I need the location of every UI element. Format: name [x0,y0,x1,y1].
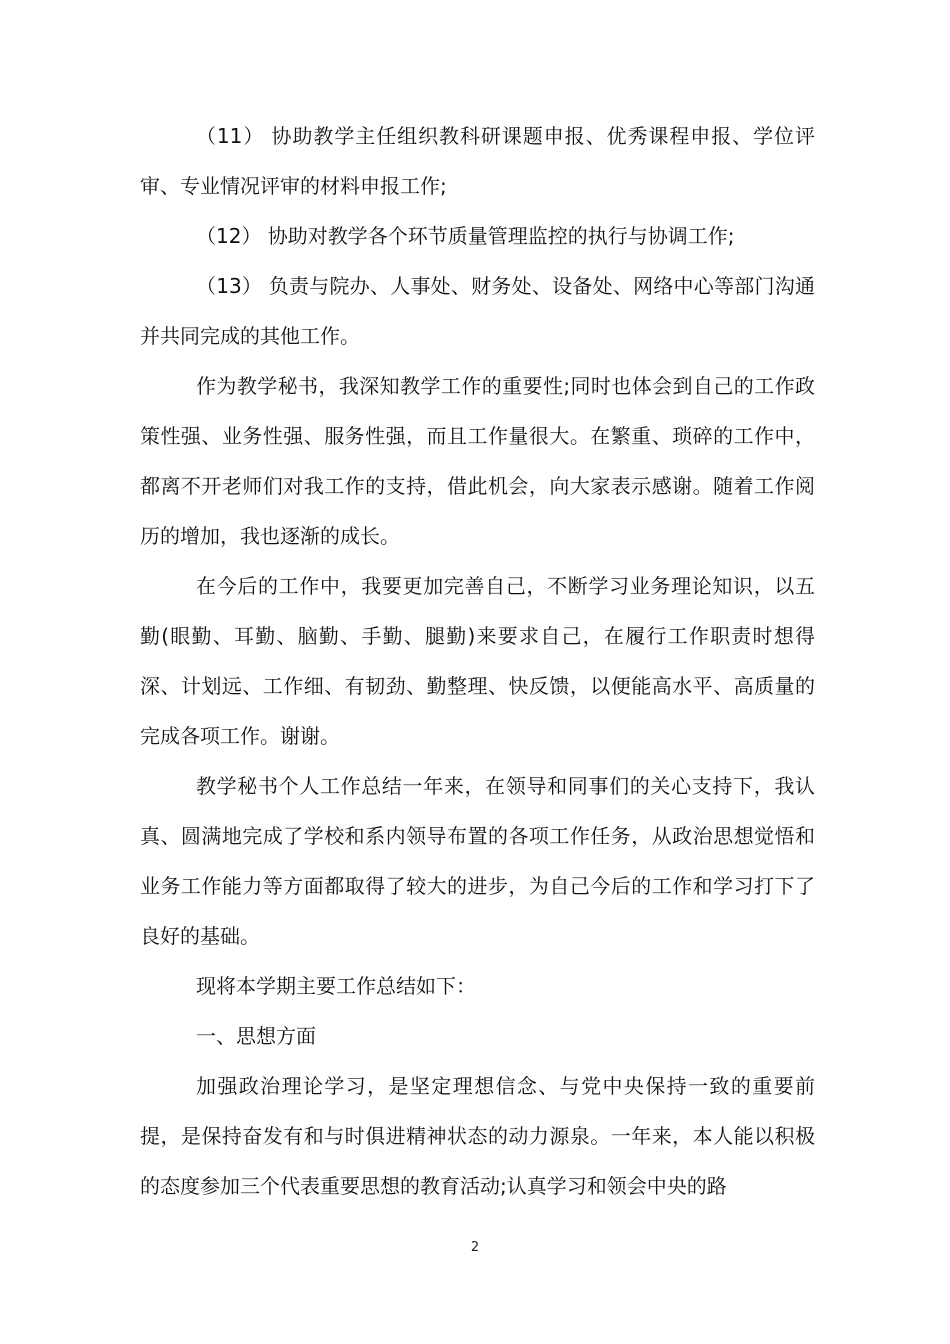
paragraph-summary-intro: 教学秘书个人工作总结一年来，在领导和同事们的关心支持下，我认真、圆满地完成了学校和系内领导布置的各项工作任务，从政治思想觉悟和业务工作能力等方面都取得了较大的进步，为自己今后的工作和学习打下了良好的基础。 [140,774,815,948]
paragraph-item-13: （13） 负责与院办、人事处、财务处、设备处、网络中心等部门沟通并共同完成的其他工作。 [140,274,815,348]
paragraph-summary-lead: 现将本学期主要工作总结如下： [196,974,476,998]
paragraph-political-study: 加强政治理论学习，是坚定理想信念、与党中央保持一致的重要前提，是保持奋发有和与时俱进精神状态的动力源泉。一年来，本人能以积极的态度参加三个代表重要思想的教育活动;认真学习和领会中央的路 [140,1074,815,1198]
paragraph-item-11: （11） 协助教学主任组织教科研课题申报、优秀课程申报、学位评审、专业情况评审的材料申报工作; [140,124,815,198]
page-number: 2 [470,1240,480,1255]
section-heading-thought: 一、思想方面 [196,1024,316,1048]
paragraph-secretary-reflection: 作为教学秘书，我深知教学工作的重要性;同时也体会到自己的工作政策性强、业务性强、服务性强，而且工作量很大。在繁重、琐碎的工作中，都离不开老师们对我工作的支持，借此机会，向大家表示感谢。随着工作阅历的增加，我也逐渐的成长。 [140,374,815,548]
paragraph-future-work: 在今后的工作中，我要更加完善自己，不断学习业务理论知识，以五勤(眼勤、耳勤、脑勤、手勤、腿勤)来要求自己，在履行工作职责时想得深、计划远、工作细、有韧劲、勤整理、快反馈，以便能高水平、高质量的完成各项工作。谢谢。 [140,574,815,748]
paragraph-item-12: （12） 协助对教学各个环节质量管理监控的执行与协调工作; [196,224,735,248]
document-body [140,111,815,1211]
